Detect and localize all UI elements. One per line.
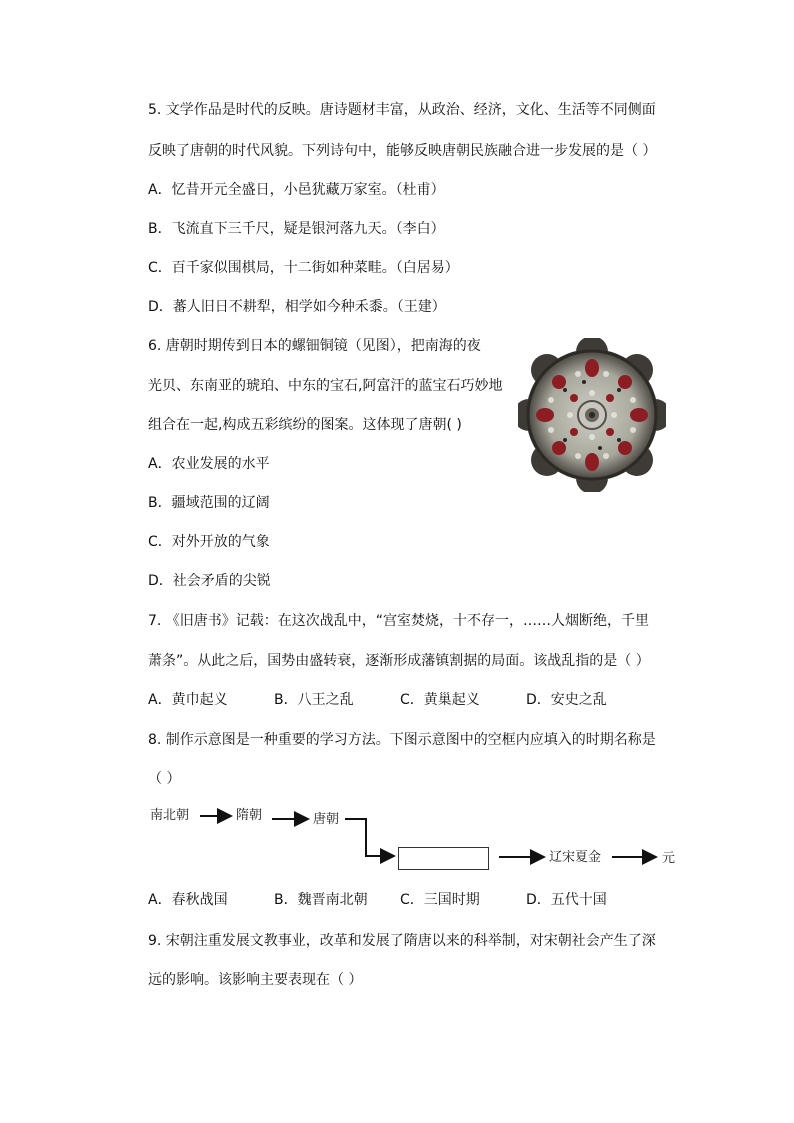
q9-stem-line-1: 9. 宋朝注重发展文教事业，改革和发展了隋唐以来的科举制，对宋朝社会产生了深 (148, 933, 656, 949)
q9-stem-line-2: 远的影响。该影响主要表现在（ ） (148, 972, 363, 988)
diagram-node-nanbeichao: 南北朝 (150, 808, 190, 823)
q6-stem-line-3: 组合在一起,构成五彩缤纷的图案。这体现了唐朝( ) (148, 417, 462, 433)
diagram-node-suichao: 隋朝 (236, 808, 263, 823)
q5-stem-line-2: 反映了唐朝的时代风貌。下列诗句中，能够反映唐朝民族融合进一步发展的是（ ） (148, 143, 657, 159)
diagram-node-liaosongxiajin: 辽宋夏金 (549, 850, 602, 865)
q6-option-b: B．疆域范围的辽阔 (148, 495, 270, 511)
q6-stem-line-1: 6. 唐朝时期传到日本的螺钿铜镜（见图），把南海的夜 (148, 338, 481, 354)
q6-stem-line-2: 光贝、东南亚的琥珀、中东的宝石,阿富汗的蓝宝石巧妙地 (148, 378, 503, 394)
q8-option-b: B．魏晋南北朝 (274, 892, 368, 908)
q5-option-d: D．蕃人旧日不耕犁，相学如今种禾黍。（王建） (148, 299, 446, 315)
q7-option-a: A．黄巾起义 (148, 692, 228, 708)
q8-stem-line-1: 8. 制作示意图是一种重要的学习方法。下图示意图中的空框内应填入的时期名称是 (148, 732, 656, 748)
q7-option-c: C．黄巢起义 (400, 692, 480, 708)
q7-option-d: D．安史之乱 (526, 692, 607, 708)
q7-stem-line-1: 7. 《旧唐书》记载：在这次战乱中，“宫室焚烧，十不存一，……人烟断绝，千里 (148, 613, 650, 629)
q6-option-a: A．农业发展的水平 (148, 456, 270, 472)
q8-option-a: A．春秋战国 (148, 892, 228, 908)
q6-option-c: C．对外开放的气象 (148, 534, 270, 550)
q5-option-a: A．忆昔开元全盛日，小邑犹藏万家室。（杜甫） (148, 182, 445, 198)
q7-stem-line-2: 萧条”。从此之后，国势由盛转衰，逐渐形成藩镇割据的局面。该战乱指的是（ ） (148, 653, 650, 669)
q6-option-d: D．社会矛盾的尖锐 (148, 573, 271, 589)
diagram-node-yuan: 元 (662, 851, 676, 866)
q5-option-c: C．百千家似围棋局，十二街如种菜畦。（白居易） (148, 260, 459, 276)
q8-stem-line-2: （ ） (148, 771, 181, 787)
diagram-node-tangchao: 唐朝 (313, 812, 340, 827)
q8-option-c: C．三国时期 (400, 892, 480, 908)
q7-option-b: B．八王之乱 (274, 692, 354, 708)
q5-stem-line-1: 5. 文学作品是时代的反映。唐诗题材丰富，从政治、经济，文化、生活等不同侧面 (148, 102, 656, 118)
q5-option-b: B．飞流直下三千尺，疑是银河落九天。（李白） (148, 221, 445, 237)
q8-option-d: D．五代十国 (526, 892, 607, 908)
